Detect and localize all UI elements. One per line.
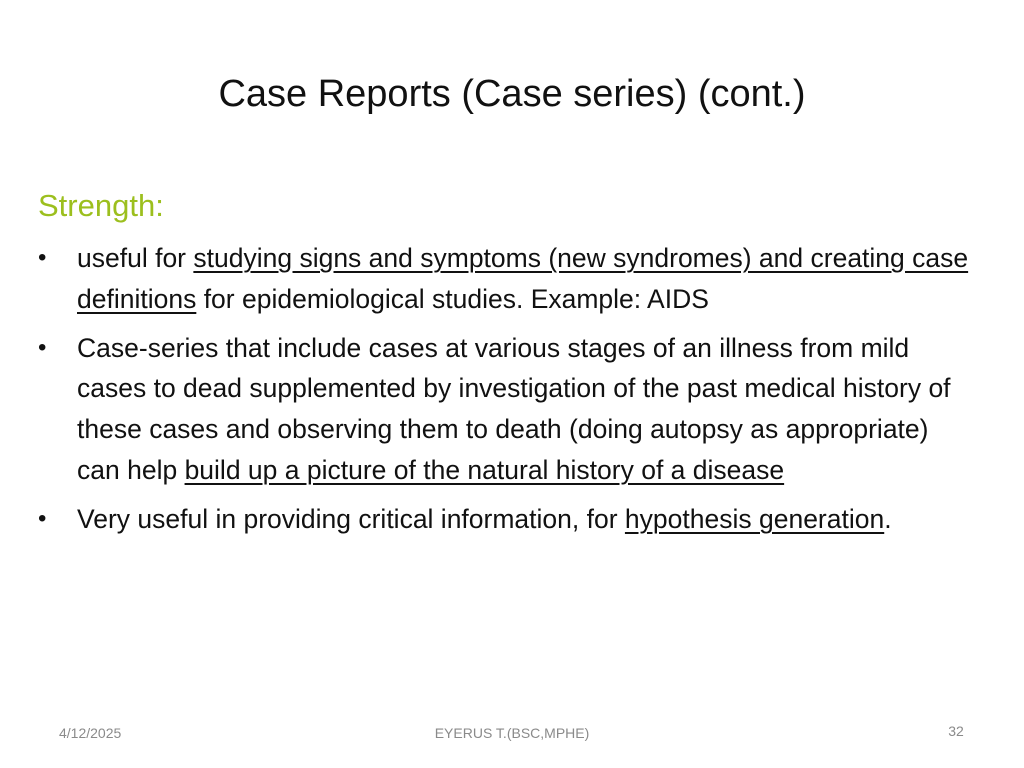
bullet-list: [38, 238, 978, 548]
bullet-text-underlined: build up a picture of the natural history of a disease: [184, 454, 785, 485]
footer-date: 4/12/2025: [59, 725, 122, 741]
slide-title: Case Reports (Case series) (cont.): [218, 73, 806, 115]
bullet-item: [38, 328, 978, 491]
bullet-text-part: for epidemiological studies. Example: AIDS: [196, 283, 709, 314]
bullet-marker: •: [38, 244, 47, 271]
section-heading-strength: Strength:: [38, 188, 164, 223]
bullet-text-part: Case-series that include cases at various stages of an illness from mild cases to dead supplemented by investigation of the past medical history of these cases and observing them to death (doing autopsy as appropriate) can help: [77, 332, 951, 485]
bullet-text-underlined: studying signs and symptoms (new syndromes) and creating case definitions: [77, 243, 969, 314]
bullet-item: [38, 238, 978, 320]
bullet-text-part: .: [884, 503, 892, 534]
page-number: 32: [948, 723, 964, 739]
footer-author: EYERUS T.(BSC,MPHE): [434, 725, 590, 741]
bullet-marker: •: [38, 504, 47, 532]
bullet-item: [38, 499, 978, 540]
bullet-text-part: useful for: [77, 243, 194, 273]
bullet-marker: •: [38, 333, 47, 361]
bullet-text-underlined: hypothesis generation: [624, 503, 885, 534]
bullet-text-part: Very useful in providing critical information, for: [77, 503, 625, 534]
